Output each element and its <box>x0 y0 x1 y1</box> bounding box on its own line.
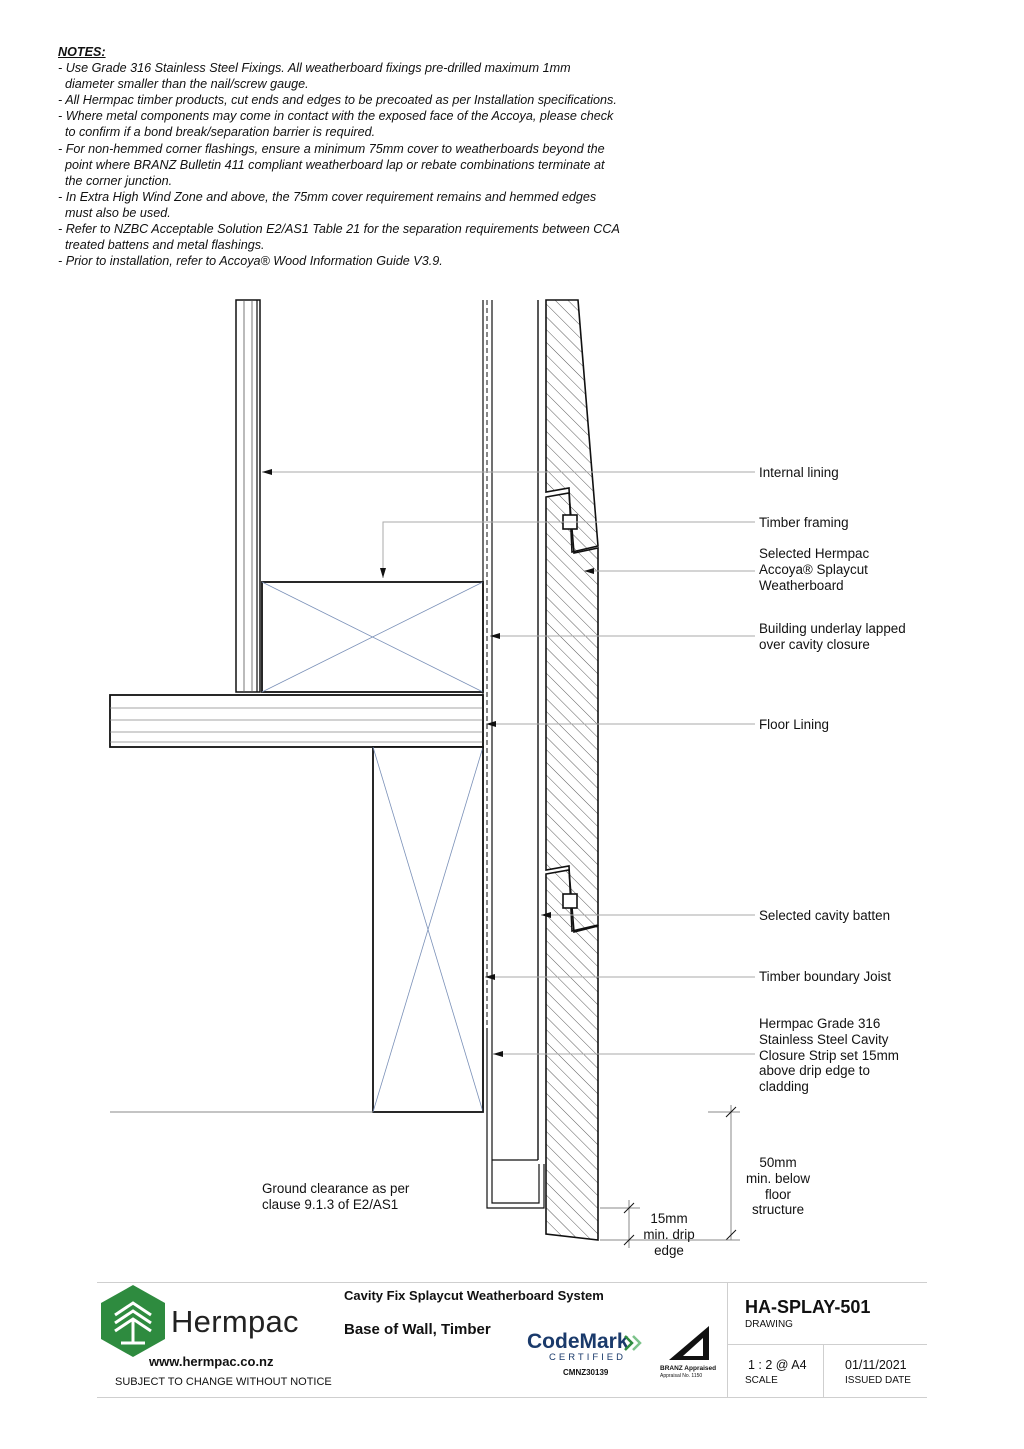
dim-below-floor: 50mm min. below floor structure <box>745 1155 810 1218</box>
issued-date-label: ISSUED DATE <box>845 1375 911 1386</box>
drawing-number: HA-SPLAY-501 <box>745 1297 871 1317</box>
codemark-number: CMNZ30139 <box>563 1368 609 1377</box>
label-internal-lining: Internal lining <box>759 465 839 480</box>
floor-lining <box>110 695 483 747</box>
label-closure-strip: Hermpac Grade 316 Stainless Steel Cavity Closure Strip set 15mm above drip edge to cladding <box>759 1016 899 1095</box>
label-ground-clearance: Ground clearance as per clause 9.1.3 of E2/AS1 <box>262 1181 410 1212</box>
cavity-batten <box>492 300 538 1160</box>
codemark-chevron-icon <box>623 1334 647 1352</box>
codemark-certified: CERTIFIED <box>549 1352 626 1363</box>
cavity-closure-strip <box>487 1028 544 1208</box>
notes-title: NOTES: <box>58 45 106 59</box>
issued-date: 01/11/2021 <box>845 1358 907 1372</box>
scale-value: 1 : 2 @ A4 <box>748 1358 807 1372</box>
internal-lining <box>236 300 260 692</box>
note-item: - For non-hemmed corner flashings, ensure a minimum 75mm cover to weatherboards beyond the point where BRANZ Bulletin 411 compliant weatherboard lap or rebate combinations terminate at the corner junction. <box>58 141 605 188</box>
disclaimer: SUBJECT TO CHANGE WITHOUT NOTICE <box>115 1376 332 1388</box>
branz-logo-icon <box>669 1326 715 1360</box>
note-item: - Prior to installation, refer to Accoya® Wood Information Guide V3.9. <box>58 254 443 269</box>
website-link[interactable]: www.hermpac.co.nz <box>149 1354 274 1369</box>
codemark-logo: CodeMark <box>527 1330 629 1353</box>
title-block <box>97 1282 927 1398</box>
label-cavity-batten: Selected cavity batten <box>759 908 891 923</box>
branz-appraised: BRANZ Appraised <box>660 1365 717 1372</box>
note-item: - In Extra High Wind Zone and above, the 75mm cover requirement remains and hemmed edges must also be used. <box>58 189 597 220</box>
note-item: - All Hermpac timber products, cut ends and edges to be precoated as per Installation specifications. <box>58 93 617 108</box>
label-building-underlay: Building underlay lapped over cavity closure <box>759 621 906 652</box>
scale-label: SCALE <box>745 1375 778 1386</box>
note-item: - Where metal components may come in contact with the exposed face of the Accoya, please check to confirm if a bond break/separation barrier is required. <box>58 109 614 140</box>
project-name: Cavity Fix Splaycut Weatherboard System <box>344 1288 604 1303</box>
building-underlay <box>483 300 492 1112</box>
drawing-label: DRAWING <box>745 1319 793 1330</box>
fixing-square <box>563 894 577 908</box>
company-name: Hermpac <box>171 1304 299 1339</box>
splaycut-weatherboard <box>546 300 598 1240</box>
drawing-title: Base of Wall, Timber <box>344 1321 491 1338</box>
hermpac-logo-icon <box>101 1285 165 1357</box>
label-weatherboard: Selected Hermpac Accoya® Splaycut Weatherboard <box>759 546 870 593</box>
note-item: - Use Grade 316 Stainless Steel Fixings. All weatherboard fixings pre-drilled maximum 1mm diameter smaller than the nail/screw gauge. <box>58 61 571 92</box>
label-floor-lining: Floor Lining <box>759 717 829 732</box>
label-timber-framing: Timber framing <box>759 515 849 530</box>
dim-drip-edge: 15mm min. drip edge <box>643 1211 695 1258</box>
note-item: - Refer to NZBC Acceptable Solution E2/AS1 Table 21 for the separation requirements between CCA treated battens and metal flashings. <box>58 222 620 253</box>
label-boundary-joist: Timber boundary Joist <box>759 969 891 984</box>
boundary-joist <box>373 747 483 1112</box>
timber-framing-plate <box>262 582 483 692</box>
branz-number: Appraisal No. 1150 <box>660 1373 703 1379</box>
leader-lines <box>262 469 755 1057</box>
